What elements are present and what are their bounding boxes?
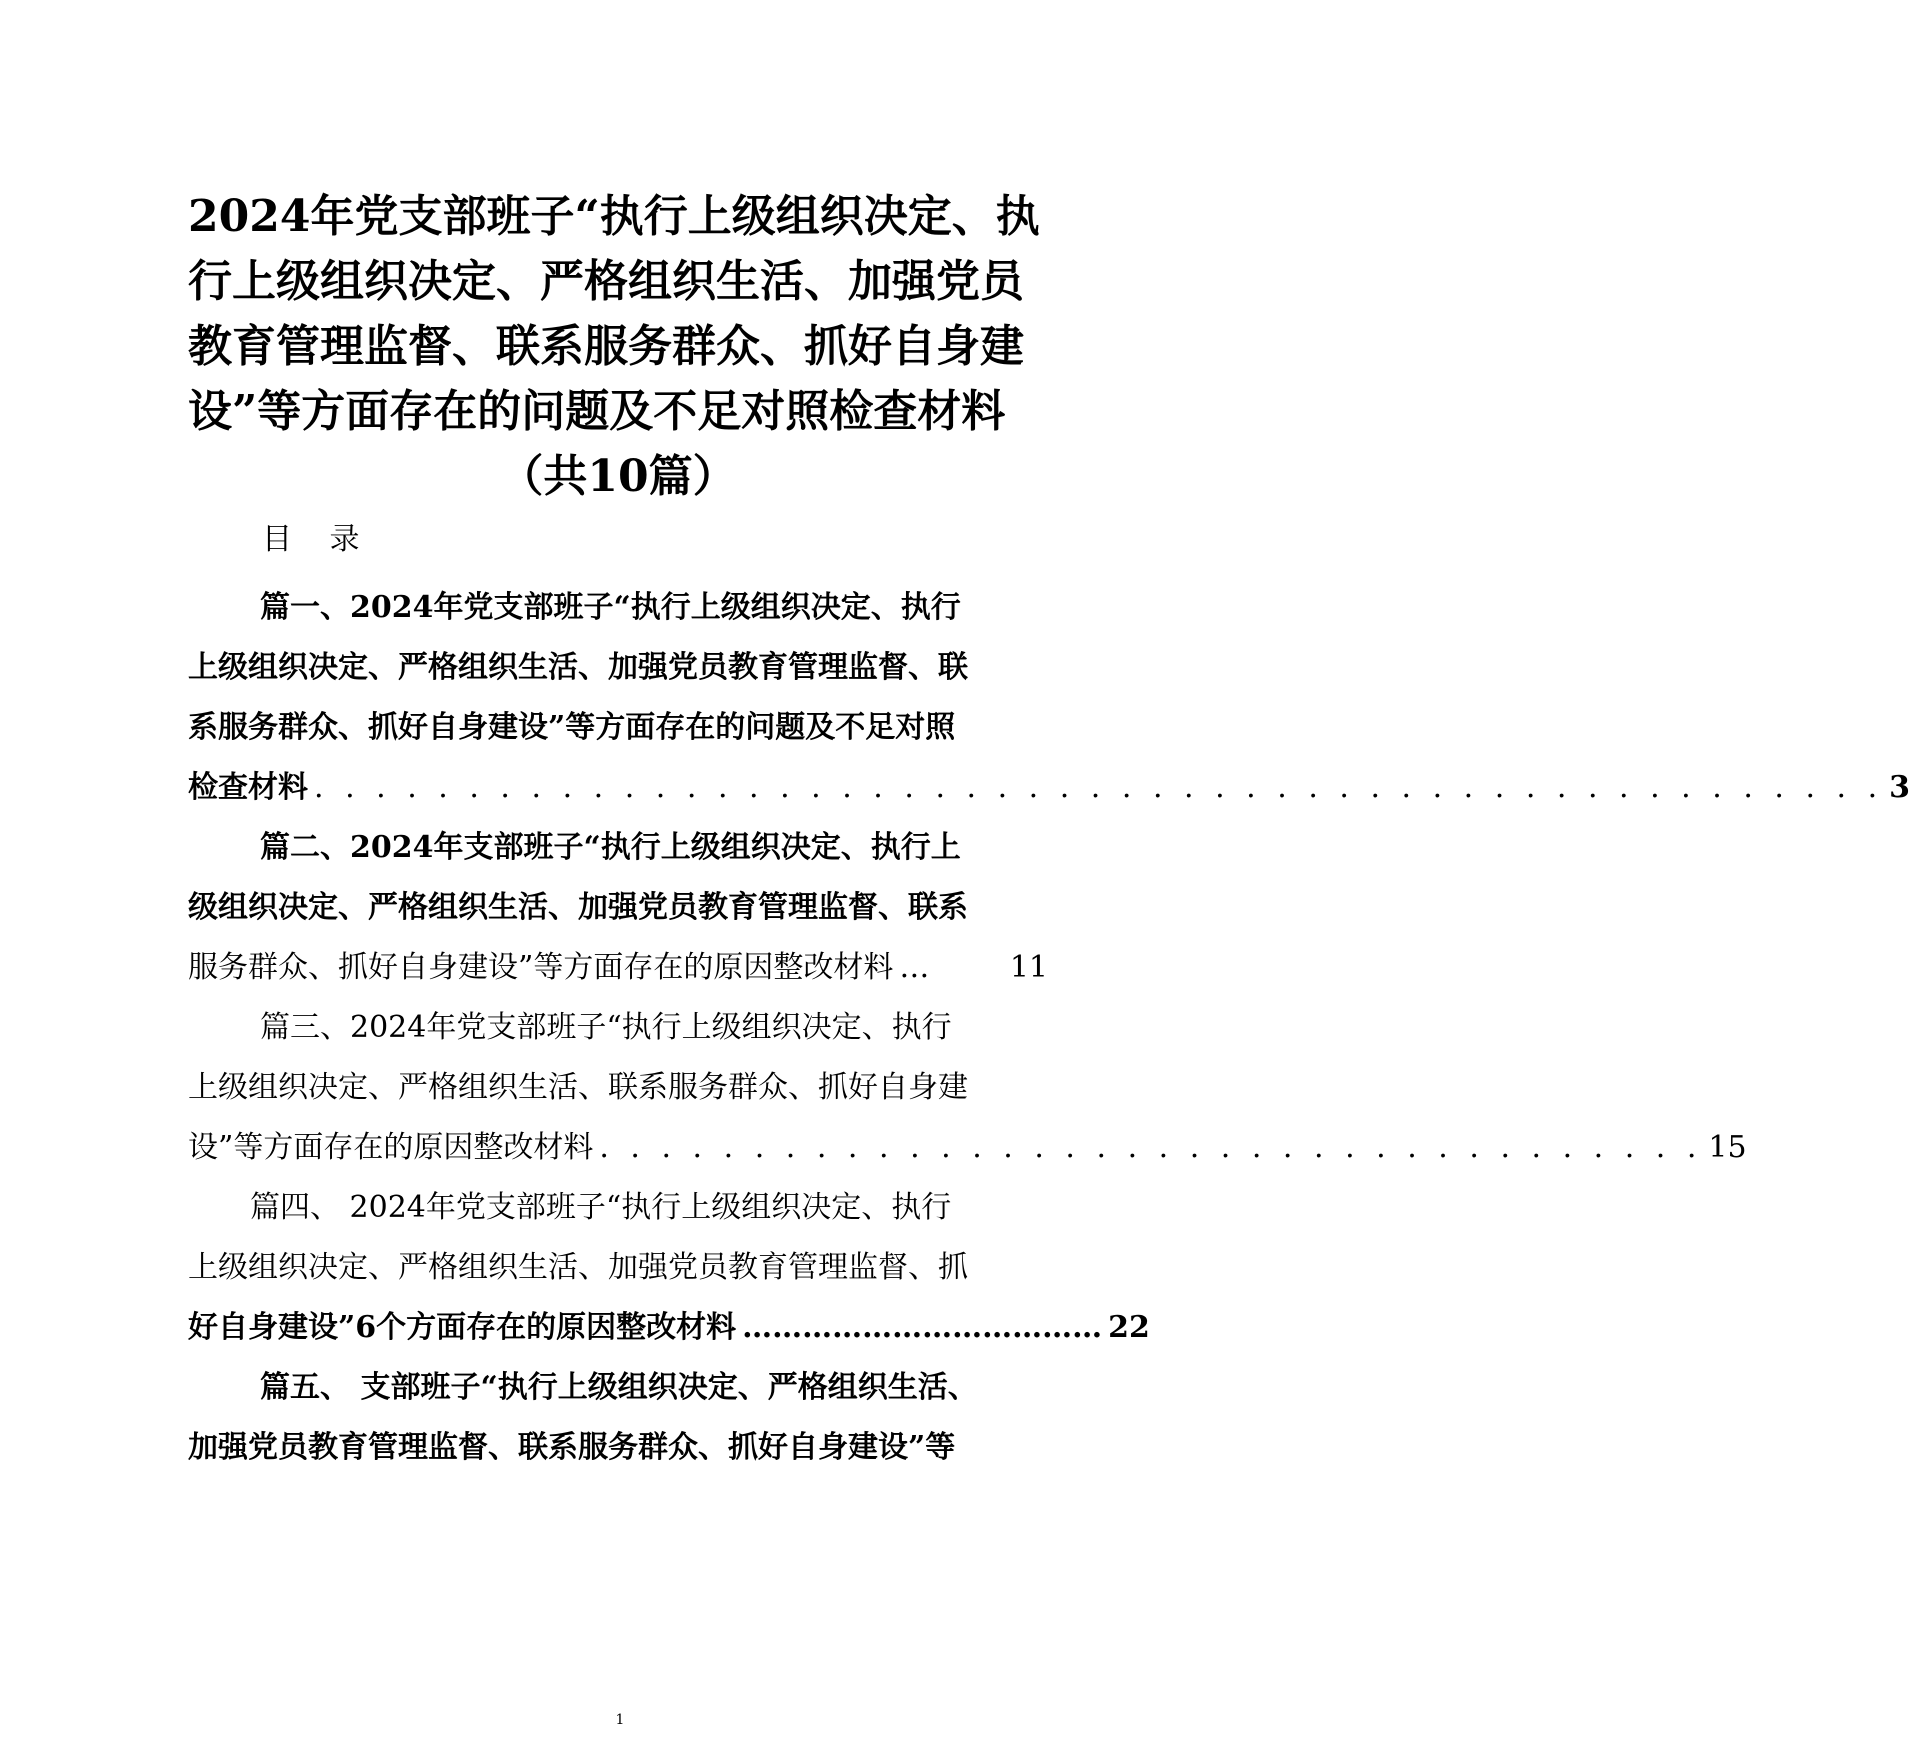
toc-leader-dots: . . . . . . . . . . . . . . . . . . . . . . . . . . . . . . . . . . . . . . . . . . . . . . . . . . . (314, 770, 1884, 805)
toc-leader-line (188, 758, 1910, 818)
toc-leader-dots: . . . . . . . . . . . . . . . . . . . . . . . . . . . . . . . . . . . . (599, 1130, 1703, 1165)
toc-leader-line (188, 938, 1048, 998)
toc-entry-1[interactable] (188, 578, 1910, 818)
page-number: 1 (615, 1712, 625, 1728)
toc-entry-last-line: 设”等方面存在的原因整改材料 (188, 1130, 594, 1165)
toc-page-number: 11 (1009, 950, 1048, 985)
toc-entry-line: 篇一、2024年党支部班子“执行上级组织决定、执行 (260, 590, 961, 625)
toc-leader-dots: ……………………………… (742, 1310, 1103, 1345)
toc-page-number: 3 (1889, 770, 1910, 805)
toc-entry-5[interactable] (188, 1358, 1048, 1478)
toc-entry-line: 篇四、 2024年党支部班子“执行上级组织决定、执行 (250, 1190, 952, 1225)
toc-page-number: 15 (1708, 1130, 1747, 1165)
document-title (188, 184, 1048, 509)
toc-entry-line: 上级组织决定、严格组织生活、联系服务群众、抓好自身建 (188, 1070, 968, 1105)
toc-leader-dots: … (899, 950, 930, 985)
toc-heading: 目 录 (262, 522, 374, 557)
title-line: 行上级组织决定、严格组织生活、加强党员 (188, 256, 1024, 307)
toc-entry-last-line: 好自身建设”6个方面存在的原因整改材料 (188, 1310, 737, 1345)
toc-page-number: 22 (1108, 1310, 1150, 1345)
toc-entry-line: 系服务群众、抓好自身建设”等方面存在的问题及不足对照 (188, 710, 956, 745)
toc-entry-4[interactable] (188, 1178, 1150, 1358)
toc-entry-line: 篇二、2024年支部班子“执行上级组织决定、执行上 (260, 830, 961, 865)
toc-entry-line: 上级组织决定、严格组织生活、加强党员教育管理监督、联 (188, 650, 968, 685)
title-count: （共10篇） (499, 451, 737, 502)
toc-entry-last-line: 检查材料 (188, 770, 308, 805)
toc-leader-line (188, 1298, 1150, 1358)
toc-entry-last-line: 服务群众、抓好自身建设”等方面存在的原因整改材料 (188, 950, 894, 985)
toc-entry-line: 级组织决定、严格组织生活、加强党员教育管理监督、联系 (188, 890, 968, 925)
title-line: 教育管理监督、联系服务群众、抓好自身建 (188, 321, 1024, 372)
toc-entry-line: 篇三、2024年党支部班子“执行上级组织决定、执行 (260, 1010, 952, 1045)
toc-leader-line (188, 1118, 1747, 1178)
toc-entry-line: 加强党员教育管理监督、联系服务群众、抓好自身建设”等 (188, 1430, 956, 1465)
toc-entry-3[interactable] (188, 998, 1747, 1178)
title-line: 设”等方面存在的问题及不足对照检查材料 (188, 386, 1006, 437)
toc-entry-line: 上级组织决定、严格组织生活、加强党员教育管理监督、抓 (188, 1250, 968, 1285)
toc-entry-line: 篇五、 支部班子“执行上级组织决定、严格组织生活、 (260, 1370, 978, 1405)
toc-entry-2[interactable] (188, 818, 1048, 998)
title-line: 2024年党支部班子“执行上级组织决定、执 (188, 191, 1040, 242)
table-of-contents (188, 578, 1910, 1478)
